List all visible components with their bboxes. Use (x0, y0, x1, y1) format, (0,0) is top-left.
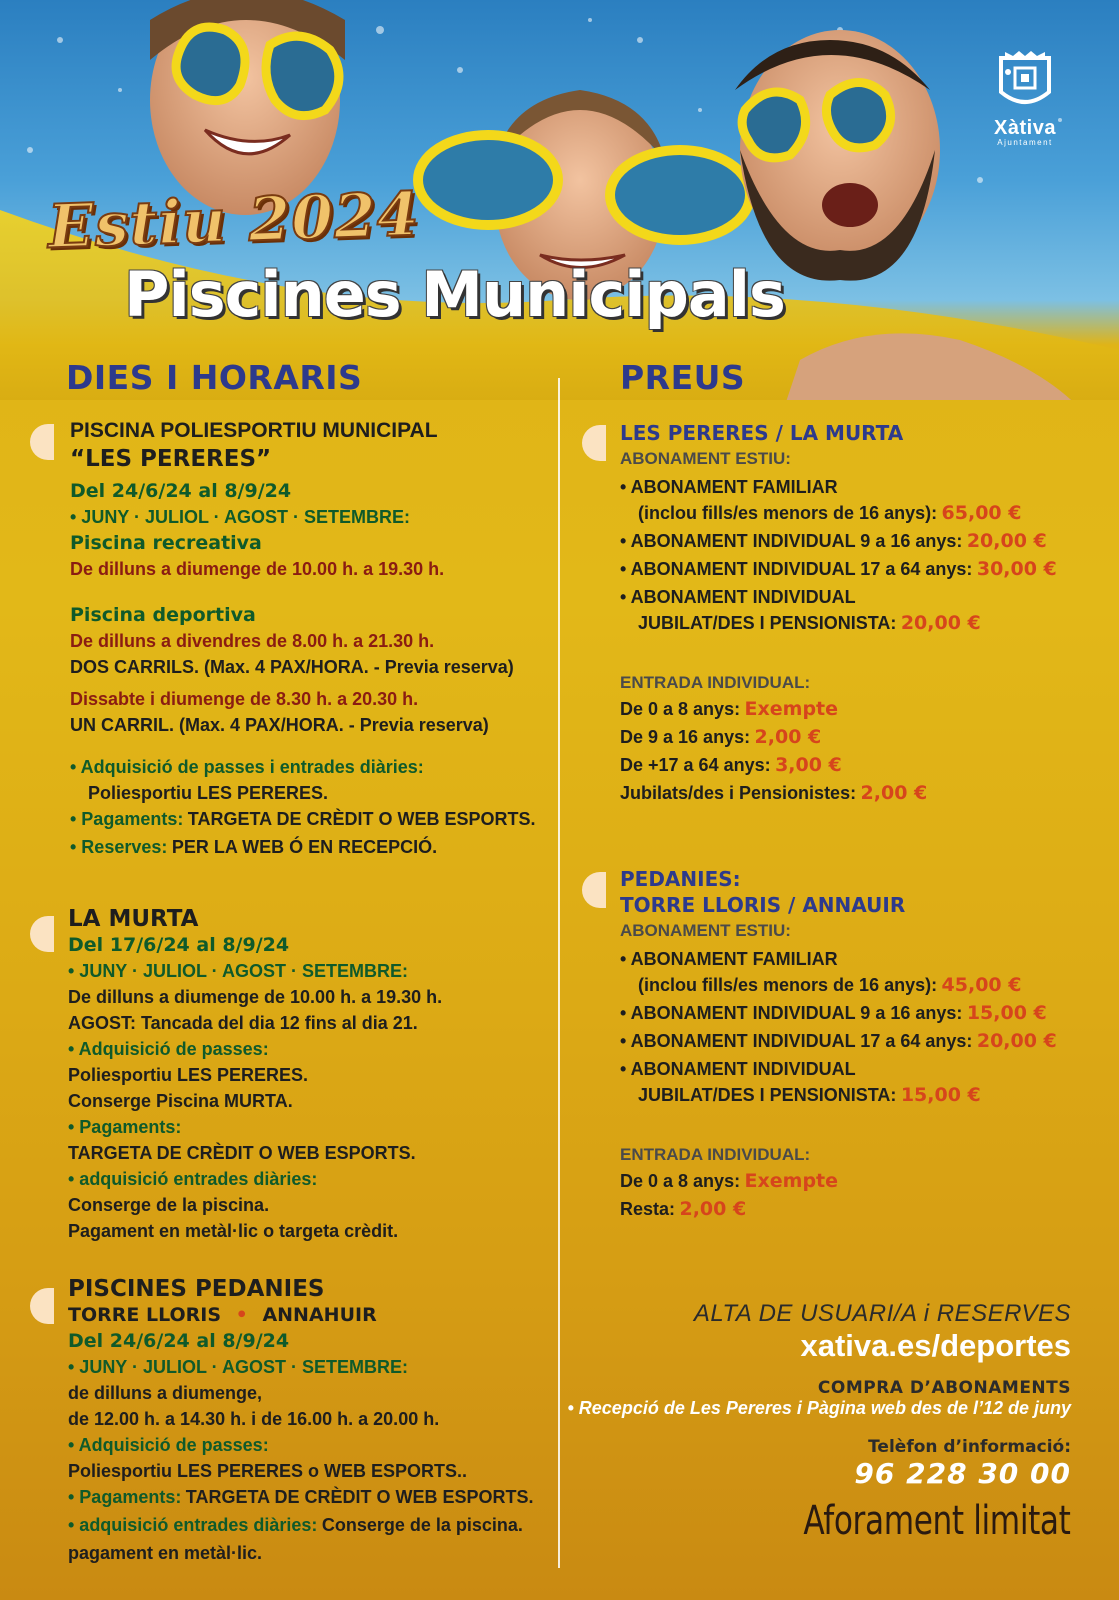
section-marker (30, 916, 54, 952)
passes-v2: Conserge Piscina MURTA. (68, 1091, 293, 1111)
dot: • (235, 1304, 248, 1326)
entrades-v1: Conserge de la piscina. (68, 1195, 270, 1215)
logo-sub: Ajuntament (997, 138, 1053, 147)
item-jubilat-detail (620, 1082, 1057, 1110)
column-divider (558, 378, 560, 1568)
bullet-entrades (68, 1512, 533, 1540)
text: De 0 a 8 anys: (620, 699, 741, 719)
pagaments-value: TARGETA DE CRÈDIT O WEB ESPORTS. (68, 1143, 416, 1163)
item-9-16 (620, 528, 1057, 556)
logo-name: Xàtiva (994, 117, 1056, 139)
phone-number: 96 228 30 00 (854, 1457, 1071, 1490)
price: Exempte (744, 698, 839, 720)
text: • ABONAMENT INDIVIDUAL 17 a 64 anys: (620, 1031, 973, 1051)
value: Conserge de la piscina. (321, 1515, 523, 1535)
price: 20,00 € (976, 1030, 1057, 1052)
passes-v1: Poliesportiu LES PERERES. (68, 1065, 309, 1085)
item-jubilat-detail (620, 610, 1057, 638)
section-marker (30, 424, 54, 460)
price: 2,00 € (860, 782, 928, 804)
prices-les-pereres (620, 420, 1057, 808)
closed-note: AGOST: Tancada del dia 12 fins al dia 21. (68, 1013, 418, 1033)
dep-title: Piscina deportiva (70, 604, 256, 626)
text: (inclou fills/es menors de 16 anys): (638, 975, 938, 995)
price: 20,00 € (900, 612, 981, 634)
prices-pedanies (620, 866, 1057, 1224)
pedanies-names (68, 1302, 533, 1328)
months: • JUNY · JULIOL · AGOST · SETEMBRE: (68, 961, 408, 981)
text: JUBILAT/DES I PENSIONISTA: (638, 613, 897, 633)
heading-dies-horaris: DIES I HORARIS (66, 358, 363, 397)
pool-name: LA MURTA (68, 906, 199, 932)
dep-weekend: Dissabte i diumenge de 8.30 h. a 20.30 h. (70, 689, 419, 709)
text: Resta: (620, 1199, 676, 1219)
date-range: Del 17/6/24 al 8/9/24 (68, 934, 290, 956)
label: • Pagaments: (68, 1487, 182, 1507)
section-la-murta (68, 906, 442, 1244)
section-marker (582, 872, 606, 908)
price: 2,00 € (679, 1198, 747, 1220)
dep-week-note: DOS CARRILS. (Max. 4 PAX/HORA. - Previa reserva) (70, 657, 514, 677)
text: De 0 a 8 anys: (620, 1171, 741, 1191)
rec-title: Piscina recreativa (70, 532, 262, 554)
price: Exempte (744, 1170, 839, 1192)
item-familiar: • ABONAMENT FAMILIAR (620, 949, 838, 969)
price: 65,00 € (941, 502, 1022, 524)
bullet-pagaments: • Pagaments: (68, 1117, 182, 1137)
date-range: Del 24/6/24 al 8/9/24 (68, 1330, 290, 1352)
prices-title-1: PEDANIES: (620, 867, 741, 891)
item-familiar-detail (620, 972, 1057, 1000)
bullet-pagaments (68, 1484, 533, 1512)
months: • JUNY · JULIOL · AGOST · SETEMBRE: (68, 1357, 408, 1377)
hours2: de 12.00 h. a 14.30 h. i de 16.00 h. a 20.00 h. (68, 1409, 440, 1429)
text: • ABONAMENT INDIVIDUAL 17 a 64 anys: (620, 559, 973, 579)
value: PER LA WEB Ó EN RECEPCIÓ. (171, 837, 438, 857)
entrada-0-8 (620, 1168, 1057, 1196)
entrada-17-64 (620, 752, 1057, 780)
dep-weekend-note: UN CARRIL. (Max. 4 PAX/HORA. - Previa reserva) (70, 715, 489, 735)
date-range: Del 24/6/24 al 8/9/24 (70, 480, 292, 502)
text: (inclou fills/es menors de 16 anys): (638, 503, 938, 523)
section-marker (30, 1288, 54, 1324)
heading-preus: PREUS (620, 358, 746, 397)
price: 45,00 € (941, 974, 1022, 996)
label: • Reserves: (70, 837, 168, 857)
price: 3,00 € (775, 754, 842, 776)
item-jubilat: • ABONAMENT INDIVIDUAL (620, 1059, 856, 1079)
value: TARGETA DE CRÈDIT O WEB ESPORTS. (185, 1487, 534, 1507)
label: • Pagaments: (70, 809, 184, 829)
pool-title: PISCINA POLIESPORTIU MUNICIPAL (70, 419, 438, 442)
torre-lloris: TORRE LLORIS (68, 1304, 222, 1326)
abonament-label: ABONAMENT ESTIU: (620, 921, 791, 940)
compra-label: COMPRA D’ABONAMENTS (817, 1378, 1071, 1398)
text: De 9 a 16 anys: (620, 727, 751, 747)
bullet-pagaments (70, 806, 535, 834)
prices-title: LES PERERES / LA MURTA (620, 421, 904, 445)
bullet-passes-value: Poliesportiu LES PERERES. (88, 783, 329, 803)
entrades-v2: Pagament en metàl·lic o targeta crèdit. (68, 1221, 399, 1241)
item-9-16 (620, 1000, 1057, 1028)
entrada-resta (620, 1196, 1057, 1224)
passes-v1: Poliesportiu LES PERERES o WEB ESPORTS.. (68, 1461, 468, 1481)
footer-info (567, 1300, 1071, 1544)
bullet-reserves (70, 834, 535, 862)
bullet-passes: • Adquisició de passes i entrades diàries: (70, 757, 424, 777)
text: De +17 a 64 anys: (620, 755, 771, 775)
entrada-9-16 (620, 724, 1057, 752)
value: TARGETA DE CRÈDIT O WEB ESPORTS. (187, 809, 536, 829)
text: • ABONAMENT INDIVIDUAL 9 a 16 anys: (620, 531, 963, 551)
rec-hours: De dilluns a diumenge de 10.00 h. a 19.30 h. (70, 559, 445, 579)
prices-title-2: TORRE LLORIS / ANNAUIR (620, 893, 906, 917)
annahuir: ANNAHUIR (262, 1304, 377, 1326)
compra-note: • Recepció de Les Pereres i Pàgina web des de l’12 de juny (567, 1398, 1071, 1418)
bullet-passes: • Adquisició de passes: (68, 1435, 269, 1455)
entrada-label: ENTRADA INDIVIDUAL: (620, 1145, 811, 1164)
months: • JUNY · JULIOL · AGOST · SETEMBRE: (70, 507, 410, 527)
pool-name: “LES PERERES” (70, 446, 272, 472)
section-marker (582, 425, 606, 461)
text: JUBILAT/DES I PENSIONISTA: (638, 1085, 897, 1105)
price: 15,00 € (966, 1002, 1047, 1024)
section-les-pereres (70, 418, 535, 862)
aforament-limitat: Aforament limitat (803, 1498, 1071, 1544)
price: 15,00 € (900, 1084, 981, 1106)
item-17-64 (620, 1028, 1057, 1056)
entrada-label: ENTRADA INDIVIDUAL: (620, 673, 811, 692)
alta-label: ALTA DE USUARI/A i RESERVES (693, 1300, 1071, 1327)
bullet-entrades: • adquisició entrades diàries: (68, 1169, 318, 1189)
text: • ABONAMENT INDIVIDUAL 9 a 16 anys: (620, 1003, 963, 1023)
tel-label: Telèfon d’informació: (868, 1437, 1071, 1457)
item-familiar-detail (620, 500, 1057, 528)
text: Jubilats/des i Pensionistes: (620, 783, 857, 803)
title-estiu: Estiu 2024 (46, 179, 421, 263)
title-piscines: Piscines Municipals (124, 258, 785, 331)
label: • adquisició entrades diàries: (68, 1515, 318, 1535)
abonament-label: ABONAMENT ESTIU: (620, 449, 791, 468)
price: 20,00 € (966, 530, 1047, 552)
city-logo (984, 48, 1066, 147)
entrada-0-8 (620, 696, 1057, 724)
item-familiar: • ABONAMENT FAMILIAR (620, 477, 838, 497)
entrades-v2: pagament en metàl·lic. (68, 1543, 263, 1563)
price: 2,00 € (754, 726, 822, 748)
hours: De dilluns a diumenge de 10.00 h. a 19.30 h. (68, 987, 443, 1007)
section-pedanies (68, 1276, 533, 1566)
crest-icon (995, 48, 1055, 112)
hours1: de dilluns a diumenge, (68, 1383, 263, 1403)
dep-week: De dilluns a divendres de 8.00 h. a 21.30 h. (70, 631, 435, 651)
section-title: PISCINES PEDANIES (68, 1276, 325, 1302)
item-jubilat: • ABONAMENT INDIVIDUAL (620, 587, 856, 607)
price: 30,00 € (976, 558, 1057, 580)
website-link[interactable]: xativa.es/deportes (800, 1328, 1071, 1363)
entrada-jubilats (620, 780, 1057, 808)
item-17-64 (620, 556, 1057, 584)
bullet-passes: • Adquisició de passes: (68, 1039, 269, 1059)
